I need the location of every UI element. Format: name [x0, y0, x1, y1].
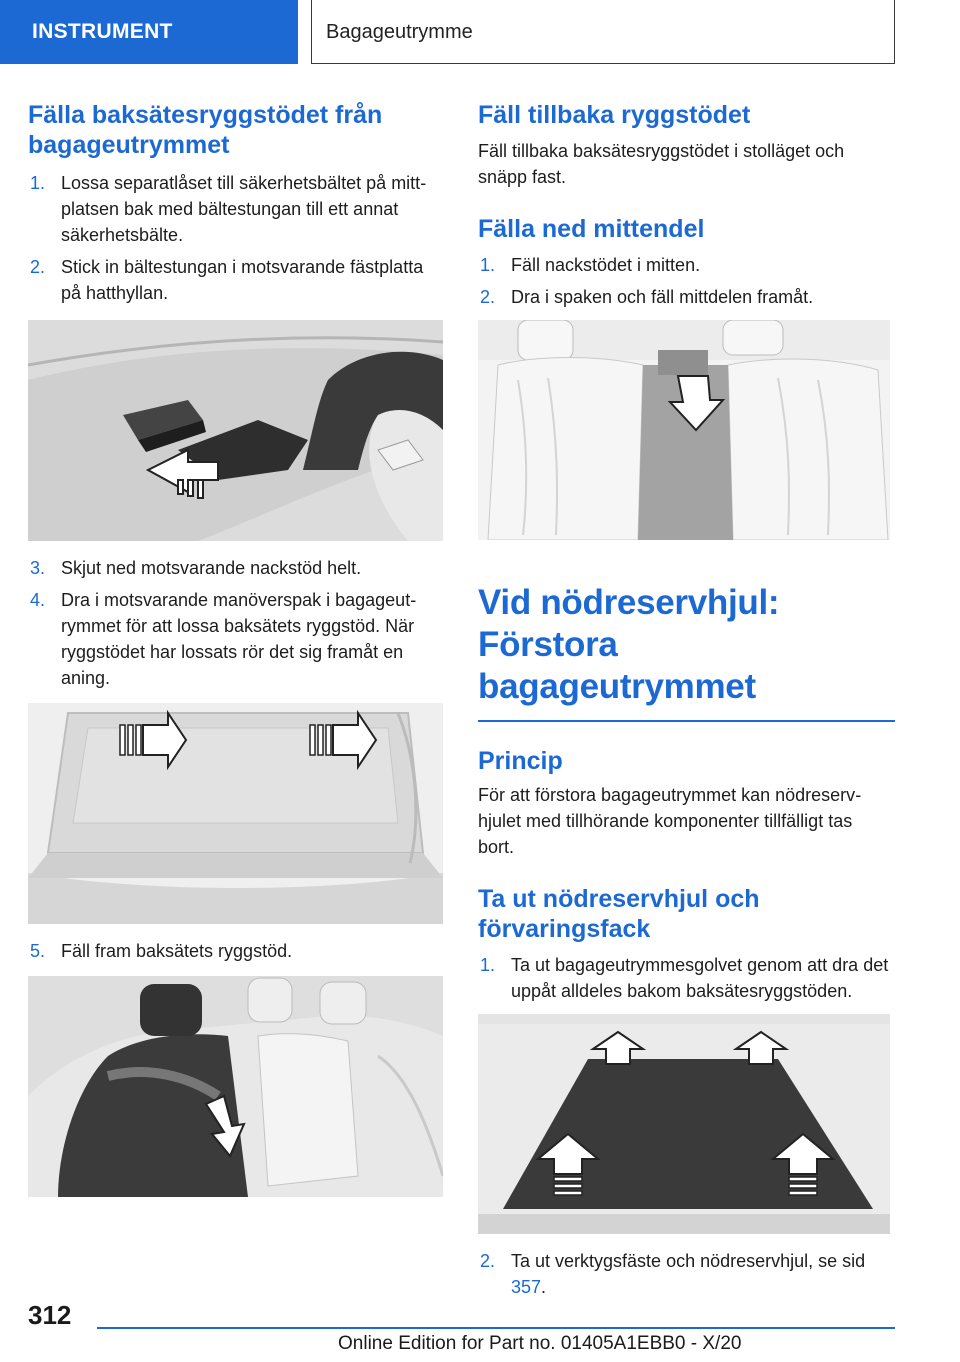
footer-rule	[97, 1327, 895, 1329]
heading-fold-back: Fäll tillbaka ryggstödet	[478, 101, 751, 129]
steps-list-remove	[478, 952, 893, 1004]
heading-enlarge-trunk: Vid nödreservhjul: Förstora bagageutrymmet	[478, 583, 780, 706]
step-item: 2. Dra i spaken och fäll mittdelen framåt.	[480, 287, 814, 307]
steps-list-b	[28, 555, 443, 691]
section-tab: INSTRUMENT	[0, 0, 298, 64]
heading-rule	[478, 720, 895, 722]
heading-principle: Princip	[478, 746, 563, 775]
page-number: 312	[28, 1300, 72, 1330]
step-item: 3. Skjut ned motsvarande nackstöd helt.	[30, 558, 362, 578]
right-column	[478, 100, 893, 1306]
heading-fold-middle: Fälla ned mittendel	[478, 215, 705, 243]
heading-remove-spare: Ta ut nödreservhjul och förvaringsfack	[478, 884, 760, 943]
paragraph-principle: För att förstora bagageutrymmet kan nödreservhjulet med tillhörande komponenter tillfälligt tas bort.	[478, 784, 862, 857]
heading-fold-from-trunk: Fälla baksätesryggstödet från bagageutrymmet	[28, 101, 383, 159]
step-item: 4. Dra i motsvarande manöverspak i bagageutrymmet för att lossa baksätets ryggstöd. När ryggstödet har lossats rör det sig framåt en aning.	[30, 590, 417, 688]
paragraph-fold-back: Fäll tillbaka baksätesryggstödet i stolläget och snäpp fast.	[478, 141, 845, 187]
fold-seat-illustration	[28, 976, 443, 1197]
step-item: 5. Fäll fram baksätets ryggstöd.	[30, 941, 293, 961]
step-item: 2. Stick in bältestungan i motsvarande fästplatta på hatthyllan.	[30, 257, 424, 303]
step-item: 1. Lossa separatlåset till säkerhetsbältet på mittplatsen bak med bältestungan till ett annat säkerhetsbälte.	[30, 173, 427, 245]
steps-list-a	[28, 170, 443, 306]
step-item: 1. Ta ut bagageutrymmesgolvet genom att dra det uppåt alldeles bakom baksätesryggstöden.	[480, 954, 889, 1001]
step-item: 2. Ta ut verktygsfäste och nödreservhjul, se sid 357.	[480, 1250, 866, 1297]
steps-list-c	[28, 938, 443, 964]
trunk-floor-illustration	[478, 1014, 890, 1234]
trunk-levers-illustration	[28, 703, 443, 924]
step-item: 1. Fäll nackstödet i mitten.	[480, 255, 701, 275]
belt-tongue-illustration	[28, 320, 443, 541]
steps-list-last	[478, 1248, 893, 1300]
footer-edition: Online Edition for Part no. 01405A1EBB0 - X/20	[338, 1333, 742, 1354]
page-link[interactable]: 357	[511, 1276, 542, 1297]
left-column	[28, 100, 443, 1197]
chapter-tab: Bagageutrymme	[311, 0, 895, 64]
steps-list-middle	[478, 252, 893, 310]
middle-section-illustration	[478, 320, 890, 540]
